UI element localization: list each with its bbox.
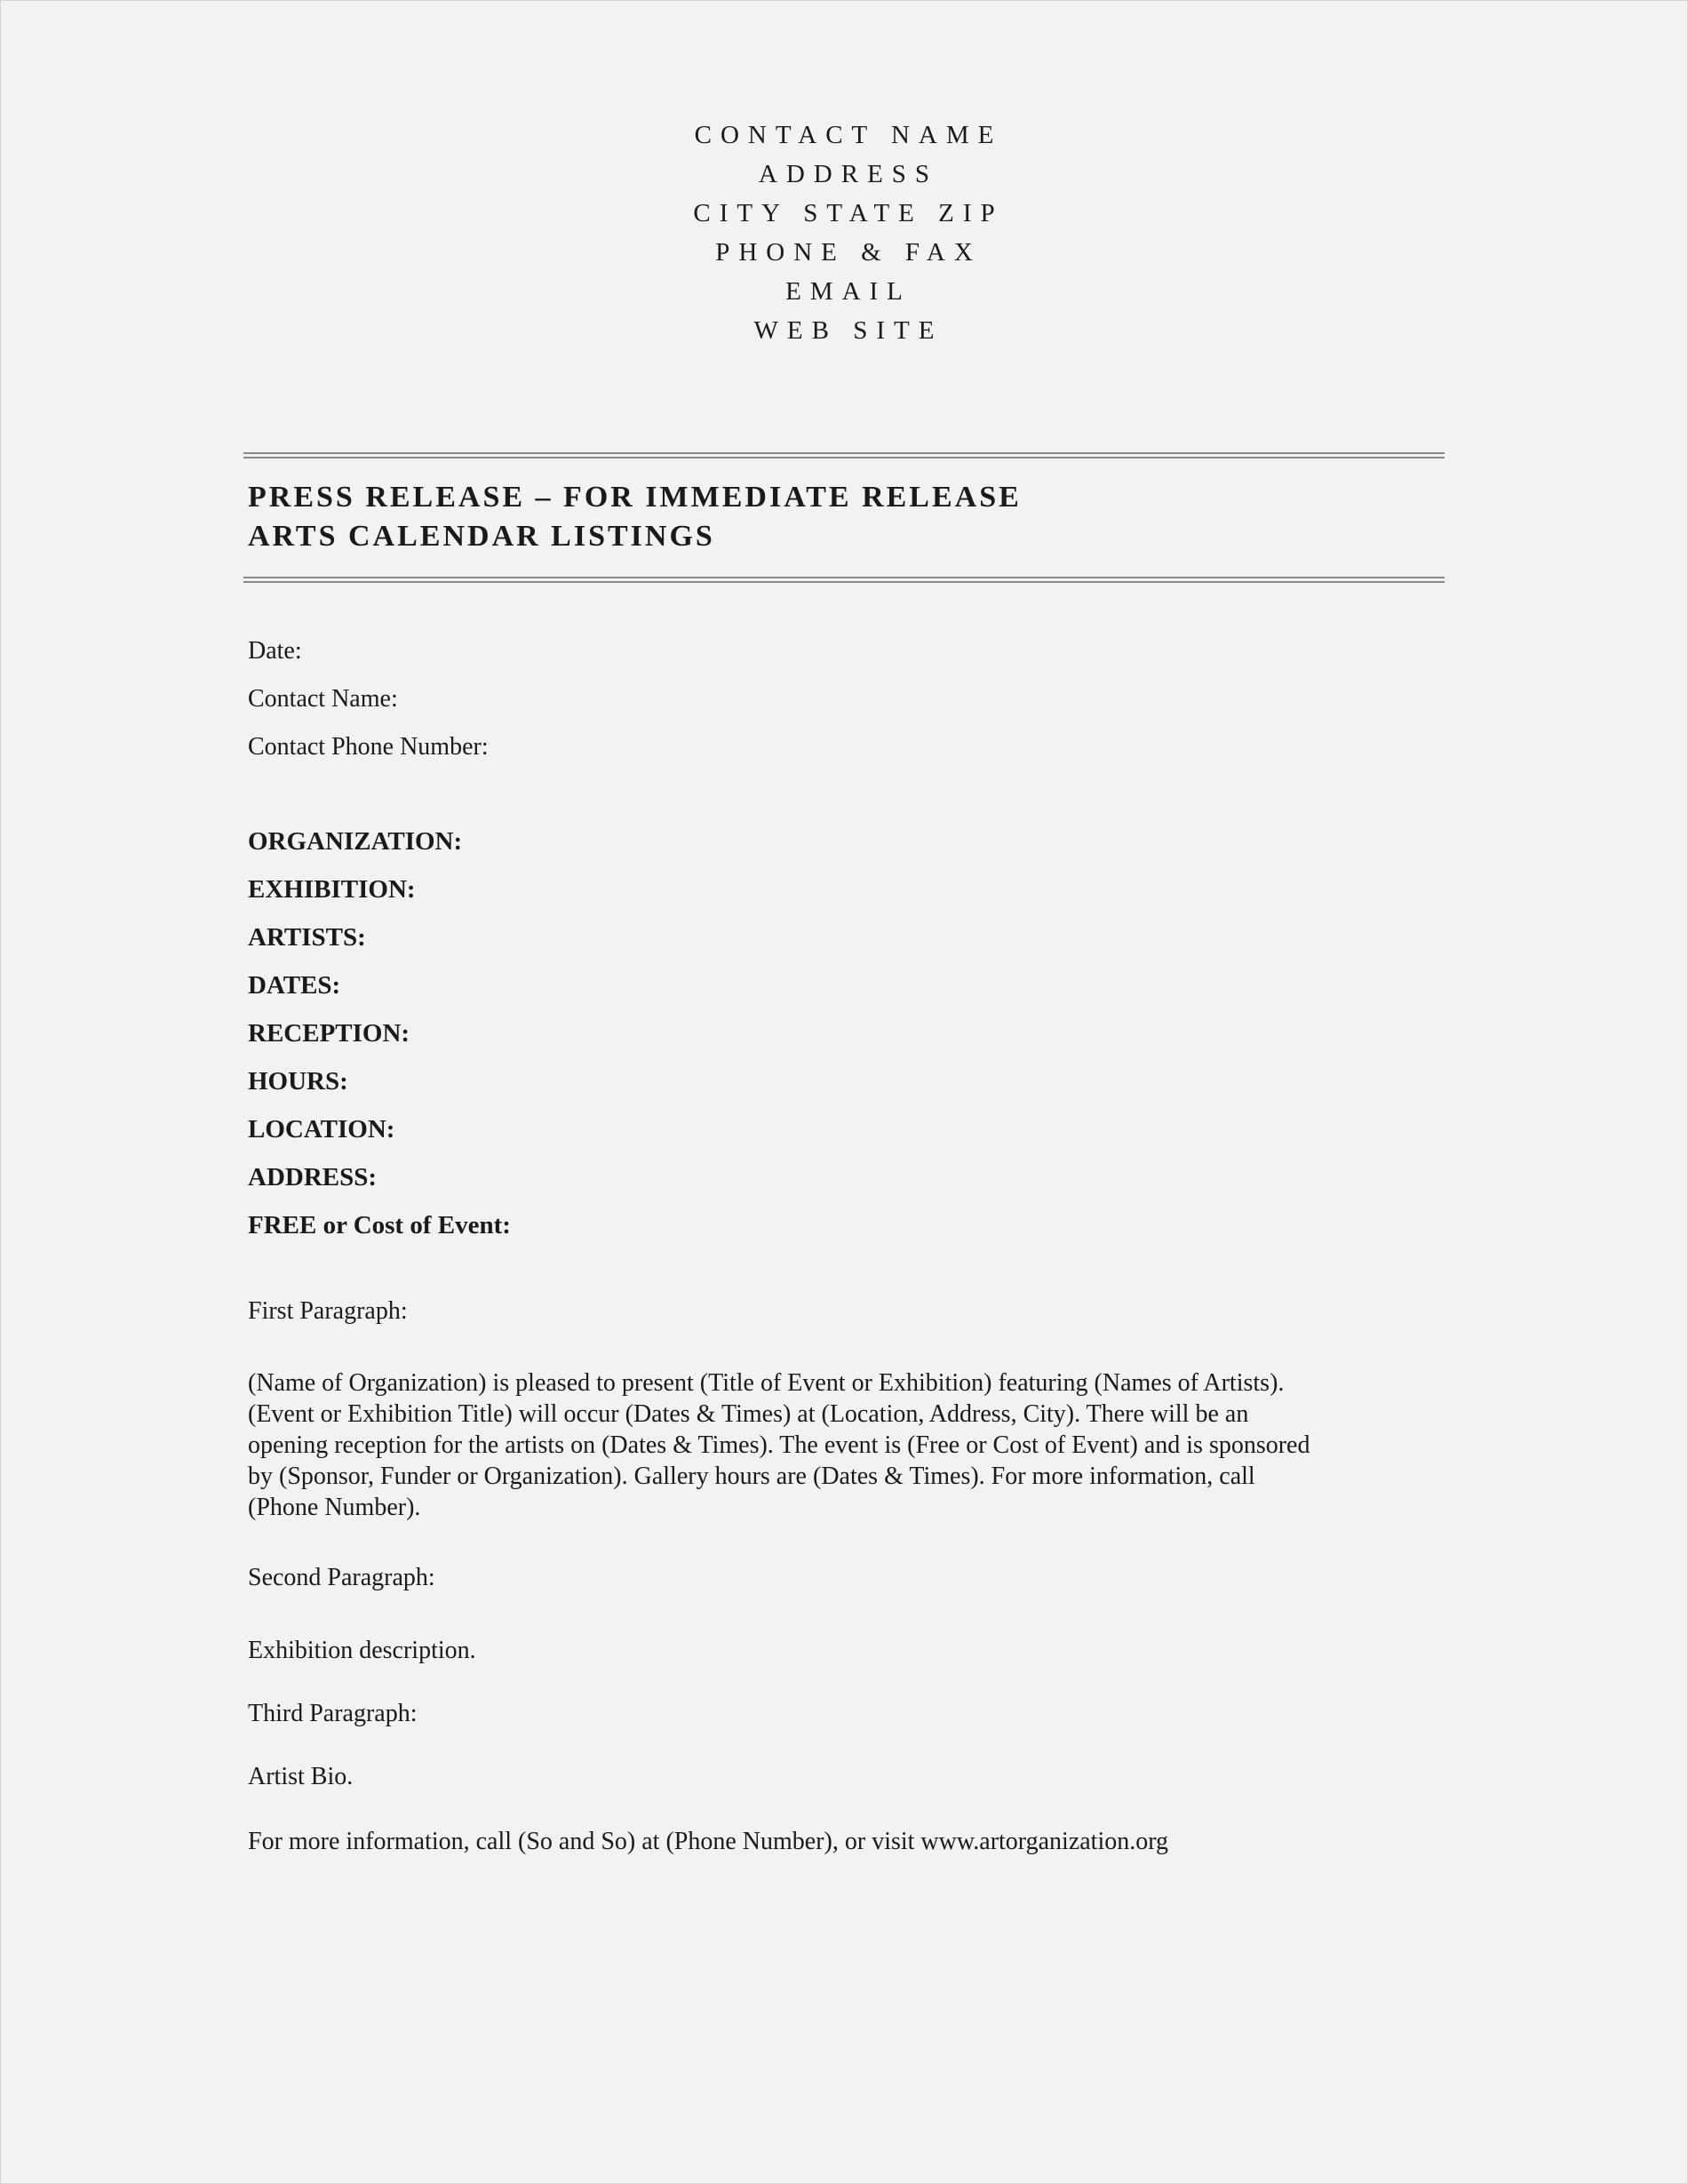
second-paragraph-text: Exhibition description. (248, 1637, 476, 1664)
phone-fax-line: PHONE & FAX (715, 238, 982, 267)
bottom-double-rule (243, 577, 1445, 584)
first-paragraph-line: opening reception for the artists on (Dates & Times). The event is (Free or Cost of Event) and is sponsored (248, 1431, 1310, 1459)
first-paragraph-line: (Event or Exhibition Title) will occur (Dates & Times) at (Location, Address, City). There will be an (248, 1400, 1249, 1428)
first-paragraph-text (248, 1367, 1310, 1523)
address-field-label: ADDRESS: (248, 1163, 378, 1192)
hours-field-label: HOURS: (248, 1067, 348, 1096)
exhibition-field-label: EXHIBITION: (248, 875, 416, 904)
website-line: WEB SITE (753, 316, 944, 345)
closing-contact-line: For more information, call (So and So) at (Phone Number), or visit www.artorganization.org (248, 1828, 1169, 1855)
cost-field-label: FREE or Cost of Event: (248, 1211, 511, 1239)
first-paragraph-label: First Paragraph: (248, 1297, 408, 1325)
contact-name-field-label: Contact Name: (248, 685, 398, 713)
headline-line-2: ARTS CALENDAR LISTINGS (248, 520, 715, 553)
headline-line-1: PRESS RELEASE – FOR IMMEDIATE RELEASE (248, 481, 1022, 514)
location-field-label: LOCATION: (248, 1115, 395, 1144)
letterhead-contact-block (0, 116, 1688, 350)
artists-field-label: ARTISTS: (248, 923, 366, 952)
third-paragraph-text: Artist Bio. (248, 1763, 354, 1790)
reception-field-label: RECEPTION: (248, 1019, 410, 1048)
second-paragraph-label: Second Paragraph: (248, 1564, 435, 1591)
first-paragraph-line: by (Sponsor, Funder or Organization). Gallery hours are (Dates & Times). For more information, call (248, 1463, 1255, 1490)
date-field-label: Date: (248, 637, 302, 665)
dates-field-label: DATES: (248, 971, 341, 1000)
city-state-zip-line: CITY STATE ZIP (693, 199, 1004, 227)
organization-field-label: ORGANIZATION: (248, 827, 463, 856)
first-paragraph-line: (Name of Organization) is pleased to present (Title of Event or Exhibition) featuring (Names of Artists). (248, 1369, 1285, 1397)
email-line: EMAIL (785, 277, 912, 306)
first-paragraph-line: (Phone Number). (248, 1494, 421, 1521)
address-line: ADDRESS (758, 160, 939, 188)
contact-phone-field-label: Contact Phone Number: (248, 733, 489, 761)
third-paragraph-label: Third Paragraph: (248, 1700, 418, 1727)
contact-name-line: CONTACT NAME (694, 121, 1003, 149)
press-release-headline (248, 478, 1022, 556)
top-double-rule (243, 452, 1445, 459)
